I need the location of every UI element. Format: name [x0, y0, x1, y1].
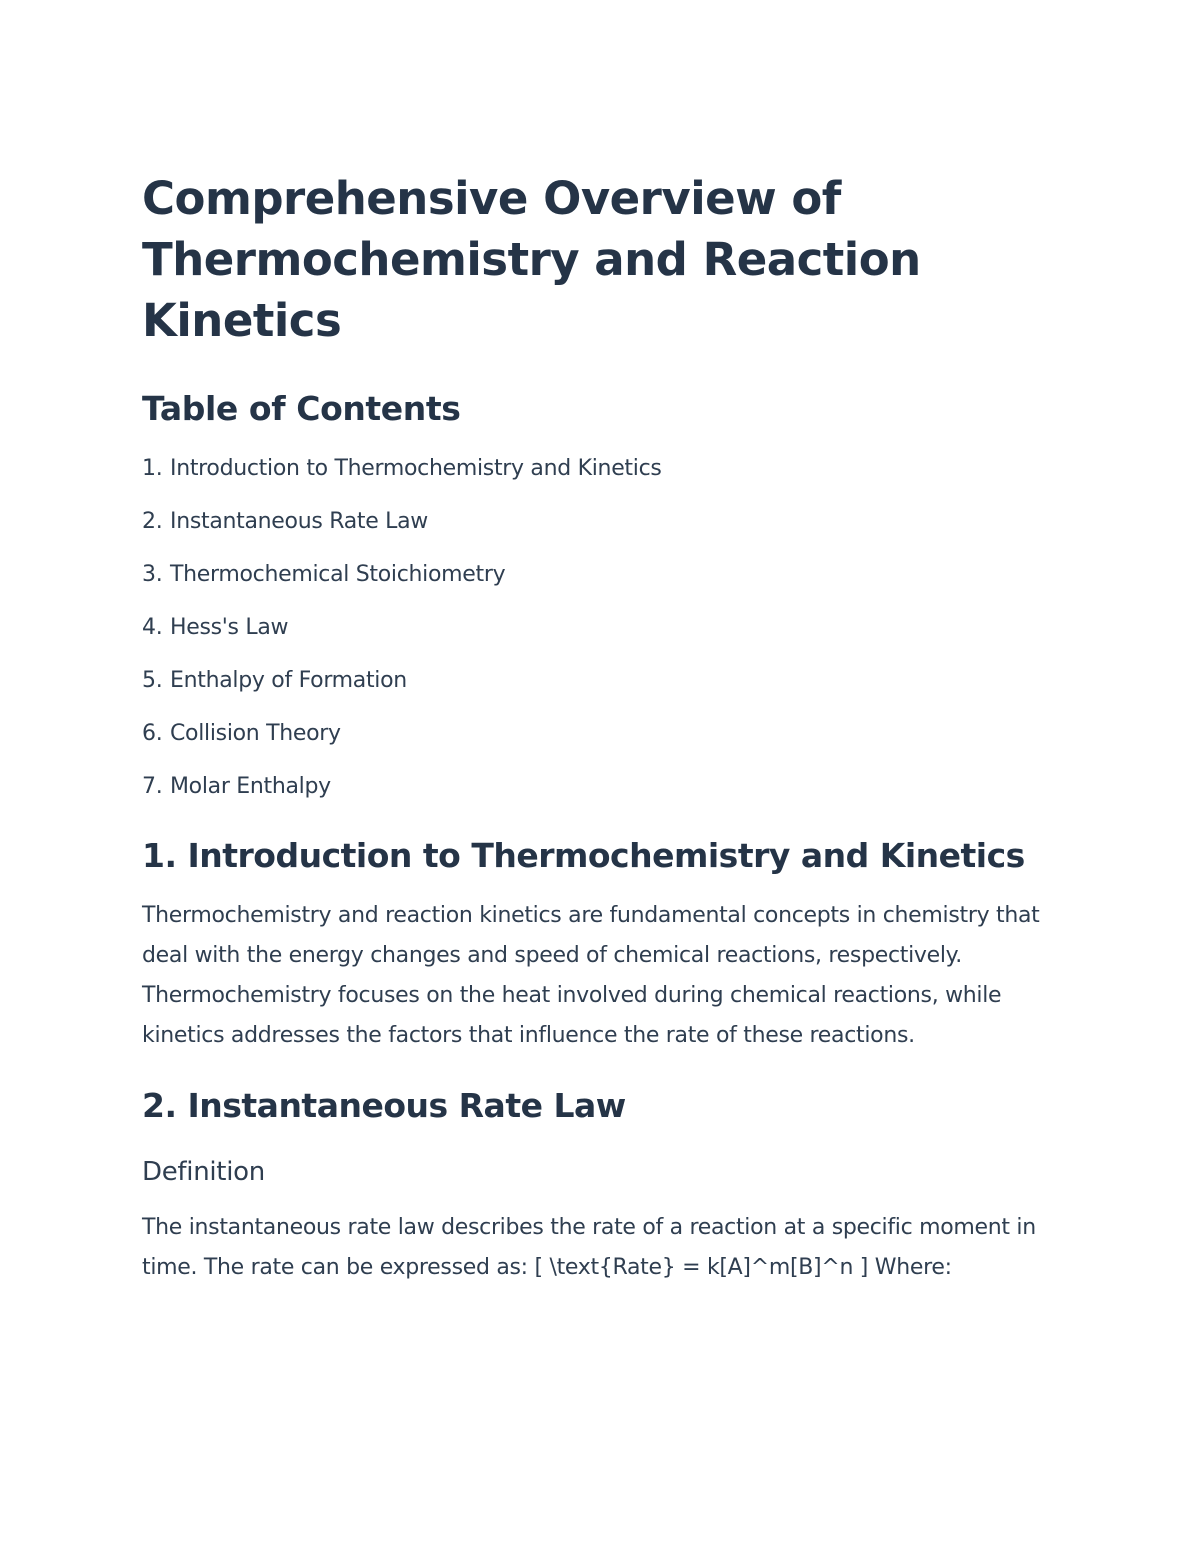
toc-item-number: 2. — [142, 509, 163, 534]
toc-item-number: 4. — [142, 615, 163, 640]
toc-item-label: Introduction to Thermochemistry and Kinetics — [170, 456, 662, 481]
toc-item-number: 5. — [142, 668, 163, 693]
section-heading-instantaneous-rate-law: 2. Instantaneous Rate Law — [142, 1086, 626, 1125]
section-body-instantaneous-rate-law: The instantaneous rate law describes the rate of a reaction at a specific moment in time. The rate can be expressed as: [ \text{Rate} = k[A]^m[B]^n ] Where: — [142, 1215, 1036, 1280]
toc-item-enthalpy-of-formation[interactable] — [142, 667, 1072, 720]
toc-item-instantaneous-rate-law[interactable] — [142, 508, 1072, 561]
toc-item-hess-law[interactable] — [142, 614, 1072, 667]
subheading-definition: Definition — [142, 1157, 265, 1187]
toc-item-label: Thermochemical Stoichiometry — [170, 562, 506, 587]
toc-item-label: Enthalpy of Formation — [170, 668, 407, 693]
section-body-introduction: Thermochemistry and reaction kinetics are fundamental concepts in chemistry that deal with the energy changes and speed of chemical reactions, respectively. Thermochemistry focuses on the heat involved during chemical reactions, while kinetics addresses the factors that influence the rate of these reactions. — [142, 903, 1040, 1048]
section-heading-introduction: 1. Introduction to Thermochemistry and Kinetics — [142, 836, 1025, 875]
document-title: Comprehensive Overview of Thermochemistry and Reaction Kinetics — [142, 172, 921, 347]
toc-item-number: 1. — [142, 456, 163, 481]
toc-item-number: 7. — [142, 774, 163, 799]
toc-item-label: Molar Enthalpy — [170, 774, 331, 799]
toc-item-number: 3. — [142, 562, 163, 587]
toc-item-molar-enthalpy[interactable] — [142, 773, 1072, 826]
toc-item-introduction[interactable] — [142, 455, 1072, 508]
toc-item-label: Instantaneous Rate Law — [170, 509, 428, 534]
toc-item-thermochemical-stoichiometry[interactable] — [142, 561, 1072, 614]
toc-item-number: 6. — [142, 721, 163, 746]
toc-item-label: Collision Theory — [170, 721, 341, 746]
toc-item-collision-theory[interactable] — [142, 720, 1072, 773]
document-page — [142, 168, 1072, 1288]
table-of-contents — [142, 455, 1072, 826]
toc-item-label: Hess's Law — [170, 615, 289, 640]
toc-heading: Table of Contents — [142, 389, 461, 428]
